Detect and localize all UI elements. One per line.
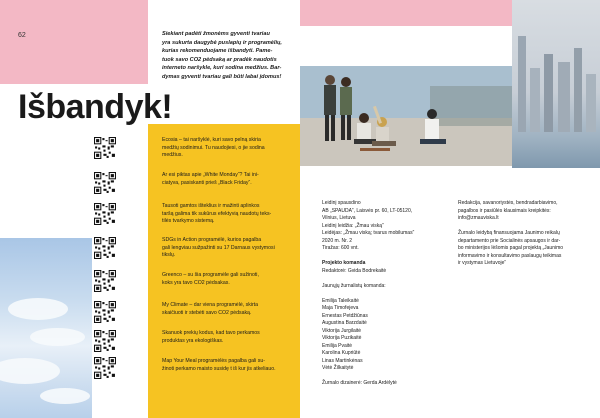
yellow-color-block bbox=[148, 124, 300, 418]
funding-line: informavimo ir konsultavimo paslaugų teikimas bbox=[458, 252, 562, 259]
imprint-line: Leidėjas: „Žmau viską; tvarus mobilumas“ bbox=[322, 230, 415, 236]
imprint-line: Redaktorė: Gvida Bodrekaitė bbox=[322, 267, 387, 274]
entry-line: ciatyva, pasiskanti prieš „Black Friday“. bbox=[162, 179, 252, 186]
imprint-line: Emilija Pvaitė bbox=[322, 342, 353, 349]
imprint-line: Leidinį spausdino bbox=[322, 200, 361, 206]
page-title: Išbandyk! bbox=[18, 88, 173, 126]
app-entry-ecosia bbox=[162, 137, 292, 160]
qr-code-icon[interactable] bbox=[94, 203, 116, 225]
entry-line: medžių sodinimui. Tu naudojiesi, o jie sodina bbox=[162, 144, 265, 151]
spacer bbox=[322, 373, 442, 381]
imprint-line: Maja Timofejeva bbox=[322, 305, 359, 311]
building-shape bbox=[530, 68, 540, 132]
intro-line: kurias rekomenduojame išbandyti. Pame- bbox=[162, 48, 273, 55]
pink-color-block bbox=[0, 0, 148, 84]
imprint-line: Linas Martinkėnas bbox=[322, 357, 363, 364]
app-entry-greenco bbox=[162, 272, 292, 287]
app-entry-sdgs bbox=[162, 237, 292, 260]
qr-code-icon[interactable] bbox=[94, 270, 116, 292]
entry-line: tikslų. bbox=[162, 252, 176, 259]
imprint-line: Tiražas: 600 vnt. bbox=[322, 245, 359, 251]
spacer bbox=[322, 290, 442, 298]
imprint-line: Leidinį leidžia: „Žmau viską“ bbox=[322, 222, 384, 229]
building-shape bbox=[518, 36, 526, 132]
entry-line: Ecosia – tai naršyklė, kuri savo pelną skiria bbox=[162, 137, 261, 143]
qr-code-icon[interactable] bbox=[94, 237, 116, 259]
app-entry-my-climate bbox=[162, 302, 292, 317]
intro-line: dymas gyventi tvariau gali būti labai įdomus! bbox=[162, 73, 282, 80]
intro-line: interneto naršykle, kuri sodina medžius. Bar- bbox=[162, 65, 282, 72]
entry-line: gali lengviau sužpažinti su 17 Darnaus vystymosi bbox=[162, 244, 275, 251]
intro-line: tuok savo CO2 pėdsaką ar pradėk naudotis bbox=[162, 56, 277, 63]
spacer bbox=[458, 223, 578, 231]
entry-line: žinoti perkamo maisto susidę t iš kur jis atkeliauo. bbox=[162, 365, 276, 372]
contact-line: pagalbos ir pasiūlės klausimais kreipkitės: bbox=[458, 207, 551, 214]
intro-line: yra sukurta daugybė puslapių ir programėlių, bbox=[162, 39, 282, 46]
entry-line: Map Your Meal programėlės pagalba gali su- bbox=[162, 358, 265, 364]
cloud-shape bbox=[0, 358, 60, 384]
funding-line: Žurnalo leidybą finansuojama Jaunimo reikalų bbox=[458, 230, 560, 236]
imprint-heading: Projekto komanda bbox=[322, 260, 366, 266]
entry-line: skaičiuoti ir stebėti savo CO2 pėdsaką. bbox=[162, 309, 252, 316]
contact-line: Redakcija, savanoriystės, bendradarbiavimo, bbox=[458, 200, 558, 206]
imprint-line: AB „SPAUDA“, Laisvės pr. 60, LT-05120, bbox=[322, 207, 413, 214]
spacer bbox=[322, 253, 442, 261]
contact-column bbox=[458, 200, 578, 268]
app-entry-white-monday bbox=[162, 172, 292, 187]
page-number: 62 bbox=[18, 32, 26, 39]
imprint-line: Emilija Taleikaitė bbox=[322, 297, 359, 304]
imprint-line: Žurnalo dizainerė: Gerda Ardėlytė bbox=[322, 380, 397, 386]
funding-line: bo ministerijos lėšomis pagal projektą „Jaunimo bbox=[458, 245, 564, 251]
imprint-line: Viktorija Puzikaitė bbox=[322, 335, 362, 341]
qr-code-icon[interactable] bbox=[94, 301, 116, 323]
city-photo bbox=[512, 0, 600, 168]
qr-code-icon[interactable] bbox=[94, 330, 116, 352]
imprint-line: Viktorija Jurgilaitė bbox=[322, 327, 362, 334]
entry-line: Tausoti gamtos išteklius ir mažinti aplinkos bbox=[162, 203, 260, 209]
sky-photo bbox=[0, 238, 92, 418]
app-entry-map-your-meal bbox=[162, 358, 292, 373]
cloud-shape bbox=[40, 388, 90, 404]
building-shape bbox=[586, 74, 596, 132]
pink-color-block bbox=[300, 0, 512, 26]
entry-line: medžius. bbox=[162, 152, 183, 159]
entry-line: Skanuok prekių kodus, kad tavo perkamos bbox=[162, 330, 260, 336]
people-illustration bbox=[300, 66, 512, 166]
contact-email[interactable]: info@zmauviska.lt bbox=[458, 215, 499, 221]
building-shape bbox=[574, 48, 582, 132]
imprint-line: Vilnius, Lietuva bbox=[322, 215, 356, 221]
qr-code-icon[interactable] bbox=[94, 357, 116, 379]
entry-line: tilės tvarkymo sistemą. bbox=[162, 218, 215, 225]
building-shape bbox=[544, 54, 553, 132]
people-photo bbox=[300, 66, 512, 166]
funding-line: departamento prie Socialinės apsaugos ir dar- bbox=[458, 237, 561, 244]
entry-line: produktas yra ekologiškas. bbox=[162, 337, 224, 344]
entry-line: koks yra tavo CO2 pėdsakas. bbox=[162, 279, 230, 286]
intro-paragraph bbox=[162, 30, 290, 82]
app-entry-textile bbox=[162, 203, 292, 226]
imprint-line: 2020 m. Nr. 2 bbox=[322, 237, 353, 244]
entry-line: Greenco – su šia programėle gali sužinoti, bbox=[162, 272, 259, 278]
imprint-column bbox=[322, 200, 442, 388]
funding-line: ir vystymas Lietuvoje“ bbox=[458, 260, 507, 266]
qr-code-icon[interactable] bbox=[94, 137, 116, 159]
entry-line: My Climate – dar viena programėlė, skirta bbox=[162, 302, 259, 308]
app-entry-scan bbox=[162, 330, 292, 345]
spacer bbox=[322, 275, 442, 283]
entry-line: Ar esi piktas apie „White Monday“? Tai ini- bbox=[162, 172, 259, 178]
qr-code-icon[interactable] bbox=[94, 172, 116, 194]
entry-line: taršą galima tik sukūrus efektyvią naudotų teks- bbox=[162, 210, 272, 217]
cloud-shape bbox=[8, 298, 68, 320]
entry-line: SDGs in Action programėlė, kurios pagalba bbox=[162, 237, 262, 243]
building-shape bbox=[558, 62, 570, 132]
imprint-line: Karolina Kupriūtė bbox=[322, 350, 361, 356]
imprint-line: Ernestas Petdžiūnas bbox=[322, 312, 368, 319]
imprint-line: Augustina Barzdaitė bbox=[322, 320, 367, 326]
imprint-line: Vėtė Žilkaitytė bbox=[322, 365, 354, 371]
cloud-shape bbox=[30, 328, 85, 346]
intro-line: Siekiant padėti žmonėms gyventi tvariau bbox=[162, 31, 270, 37]
imprint-line: Jaunųjų žurnalistų komanda: bbox=[322, 282, 386, 289]
